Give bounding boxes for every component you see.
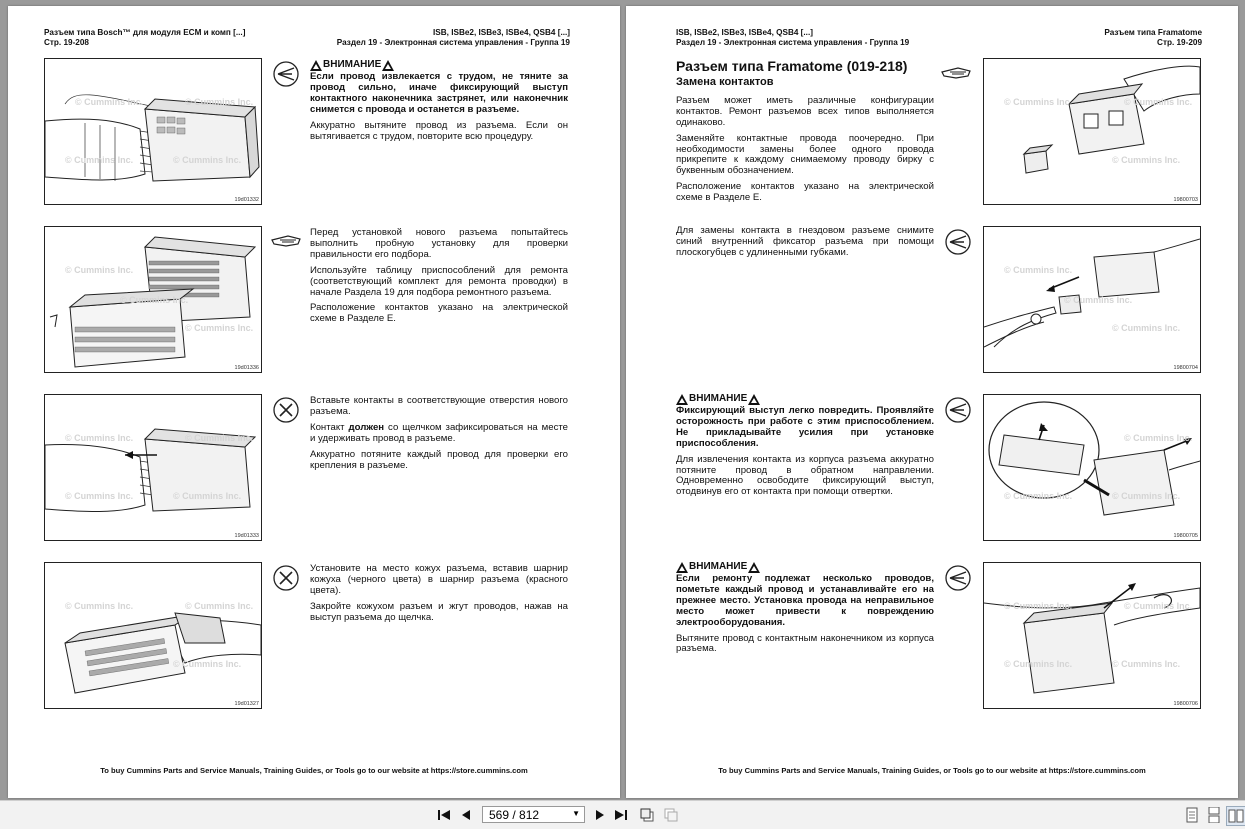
watermark: © Cummins Inc. [75,97,144,107]
figure-id: 19d01327 [234,701,259,707]
step-2-text [310,228,568,330]
watermark: © Cummins Inc. [1112,491,1181,501]
viewer-toolbar [0,800,1245,829]
instruction-text: Закройте кожухом разъем и жгут проводов, нажав на выступ разъема до щелчка. [310,600,568,623]
figure-replacement-connector [44,226,262,373]
warning-label: ВНИМАНИЕ [323,59,382,71]
right-page [626,6,1238,798]
watermark: © Cummins Inc. [173,155,242,165]
figure-id: 19d01333 [234,533,259,539]
page-number: Стр. 19-208 [44,38,89,47]
header-title: Разъем типа Framatome [1104,28,1202,37]
figure-install-cover [44,562,262,709]
header-section: Раздел 19 - Электронная система управления - Группа 19 [336,38,570,47]
watermark: © Cummins Inc. [1112,323,1181,333]
page-subtitle: Замена контактов [676,76,774,88]
header-title: Разъем типа Bosch™ для модуля ECM и комп [...] [44,28,246,37]
figure-release-latch [983,394,1201,541]
warning-header [310,60,568,71]
text-span: со щелчком зафиксироваться на месте и удерживать провод в разъеме. [310,421,569,444]
instruction-text [310,423,568,445]
step-2-text [676,226,934,264]
figure-remove-retainer [983,226,1201,373]
warning-header [676,394,934,405]
warning-triangle-icon [382,60,394,71]
watermark: © Cummins Inc. [1112,155,1181,165]
instruction-text: Аккуратно вытяните провод из разъема. Если он вытягивается с трудом, повторите всю процедуру. [310,119,568,142]
go-forward-icon[interactable] [662,806,680,824]
watermark: © Cummins Inc. [1124,97,1193,107]
watermark: © Cummins Inc. [65,433,134,443]
warning-text: Фиксирующий выступ легко повредить. Проявляйте осторожность при работе с этим приспособлением. Не прикладывайте усилия при установке приспособления. [676,405,934,449]
watermark: © Cummins Inc. [173,491,242,501]
watermark: © Cummins Inc. [185,97,254,107]
header-models: ISB, ISBe2, ISBe3, ISBe4, QSB4 [...] [433,28,570,37]
watermark: © Cummins Inc. [1004,97,1073,107]
last-page-icon[interactable] [613,806,629,824]
continuous-icon[interactable] [1206,806,1222,824]
instruction-text: Установите на место кожух разъема, вставив шарнир кожуха (черного цвета) в шарнир разъема (красного цвета). [310,563,568,596]
screwdriver-tool-icon [944,396,972,424]
warning-label: ВНИМАНИЕ [689,393,748,405]
figure-insert-contacts [44,394,262,541]
emphasis-text: должен [348,421,385,433]
figure-id: 19800703 [1173,197,1198,203]
chevron-down-icon: ▼ [572,809,580,818]
step-3-text [676,394,934,503]
screwdriver-tool-icon [944,564,972,592]
page-indicator: 569 / 812 [489,807,540,822]
instruction-text: Разъем может иметь различные конфигурации контактов. Ремонт разъемов всех типов выполняется одинаково. [676,94,934,128]
step-1-text [676,58,934,209]
text-span: Контакт [310,421,349,433]
page-number: Стр. 19-209 [1157,38,1202,47]
two-page-icon[interactable] [1226,806,1245,826]
figure-pull-wire [983,562,1201,709]
instruction-text: Расположение контактов указано на электрической схеме в Разделе E. [676,181,934,204]
header-section: Раздел 19 - Электронная система управления - Группа 19 [676,38,910,47]
single-page-icon[interactable] [1184,806,1200,824]
watermark: © Cummins Inc. [185,601,254,611]
page-footer: To buy Cummins Parts and Service Manuals, Training Guides, or Tools go to our website at https://store.cummins.com [718,766,1146,775]
header-right [1104,28,1202,48]
watermark: © Cummins Inc. [1124,433,1193,443]
page-title: Разъем типа Framatome (019-218) [676,58,908,74]
step-1-text [310,60,568,147]
watermark: © Cummins Inc. [1004,659,1073,669]
screwdriver-tool-icon [944,228,972,256]
warning-text: Если провод извлекается с трудом, не тяните за провод сильно, иначе фиксирующий выступ контактного наконечника застрянет, или наконечник снимется с провода и останется в разъеме. [310,71,568,115]
warning-label: ВНИМАНИЕ [689,561,748,573]
header-models: ISB, ISBe2, ISBe3, ISBe4, QSB4 [...] [676,28,813,37]
watermark: © Cummins Inc. [65,265,134,275]
step-4-text [676,562,934,660]
warning-triangle-icon [310,60,322,71]
figure-id: 19800705 [1173,533,1198,539]
page-footer: To buy Cummins Parts and Service Manuals, Training Guides, or Tools go to our website at https://store.cummins.com [100,766,528,775]
instruction-text: Аккуратно потяните каждый провод для проверки его крепления в разъеме. [310,448,568,471]
watermark: © Cummins Inc. [185,323,254,333]
instruction-text: Заменяйте контактные провода поочередно. При необходимости замены более одного провода прикрепите к каждому снимаемому проводу бирку с буквенным обозначением. [676,132,934,177]
hand-tools-icon [272,396,300,424]
screwdriver-tool-icon [272,60,300,88]
step-3-text [310,396,568,476]
page-number-select[interactable] [482,806,585,823]
instruction-text: Перед установкой нового разъема попытайтесь выполнить пробную установку для проверки правильности его подбора. [310,227,568,260]
first-page-icon[interactable] [436,806,452,824]
watermark: © Cummins Inc. [1112,659,1181,669]
figure-id: 19800704 [1173,365,1198,371]
instruction-text: Используйте таблицу приспособлений для ремонта (соответствующий комплект для ремонта проводки) в начале Раздела 19 для подбора ремонтного разъема. [310,264,568,298]
figure-id: 19800706 [1173,701,1198,707]
header-left [676,28,909,48]
note-hand-icon [270,228,302,256]
left-page [8,6,620,798]
header-right [337,28,570,48]
watermark: © Cummins Inc. [1004,265,1073,275]
watermark: © Cummins Inc. [65,155,134,165]
figure-id: 19d01336 [234,365,259,371]
watermark: © Cummins Inc. [1064,295,1133,305]
watermark: © Cummins Inc. [120,295,189,305]
figure-id: 19d01332 [234,197,259,203]
watermark: © Cummins Inc. [1124,601,1193,611]
watermark: © Cummins Inc. [185,433,254,443]
next-page-icon[interactable] [592,806,608,824]
warning-triangle-icon [676,562,688,573]
instruction-text: Для замены контакта в гнездовом разъеме снимите синий внутренний фиксатор разъема при помощи плоскогубцев с удлиненными губками. [676,225,934,258]
watermark: © Cummins Inc. [65,491,134,501]
hand-tools-icon [272,564,300,592]
warning-triangle-icon [748,394,760,405]
warning-triangle-icon [748,562,760,573]
instruction-text: Вытяните провод с контактным наконечником из корпуса разъема. [676,632,934,655]
prev-page-icon[interactable] [458,806,474,824]
watermark: © Cummins Inc. [1004,491,1073,501]
step-4-text [310,564,568,629]
header-left [44,28,245,48]
figure-framatome-connector [983,58,1201,205]
go-back-icon[interactable] [638,806,656,824]
figure-connector-wire-extraction [44,58,262,205]
warning-text: Если ремонту подлежат несколько проводов, пометьте каждый провод и устанавливайте его на прежнее место. Установка провода на неправильное место может привести к повреждению электрооборудования. [676,573,934,628]
instruction-text: Вставьте контакты в соответствующие отверстия нового разъема. [310,395,568,417]
warning-header [676,562,934,573]
watermark: © Cummins Inc. [173,659,242,669]
instruction-text: Расположение контактов указано на электрической схеме в Разделе E. [310,302,568,325]
warning-triangle-icon [676,394,688,405]
instruction-text: Для извлечения контакта из корпуса разъема аккуратно потяните провод в обратном направлении. Одновременно освободите фиксирующий выступ, отодвинув его от контакта при помощи отвертки. [676,453,934,498]
note-hand-icon [940,60,972,88]
watermark: © Cummins Inc. [1004,601,1073,611]
watermark: © Cummins Inc. [65,601,134,611]
